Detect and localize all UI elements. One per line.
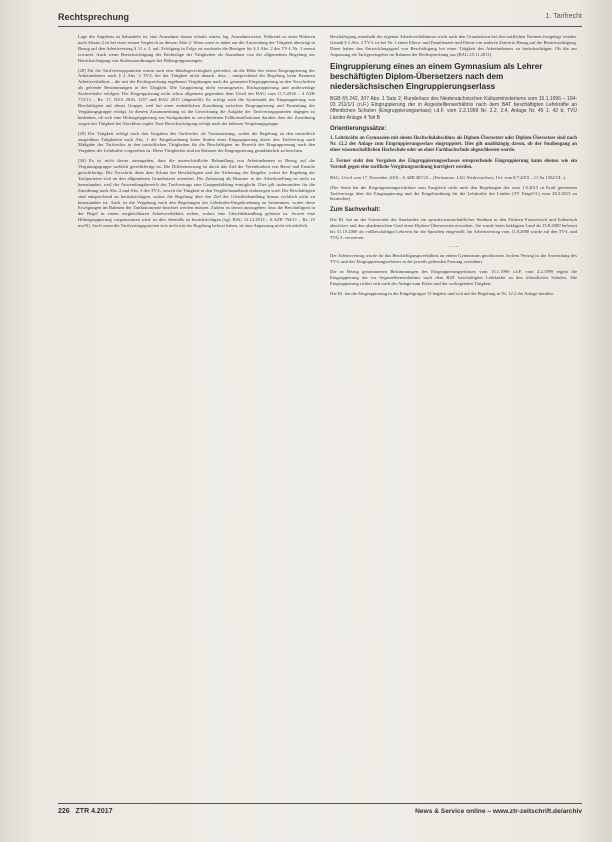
guidelines-title: Orientierungssätze: (330, 126, 387, 133)
paragraph: [29] Die Tätigkeit erfolgt nach den Vorgaben des Tarifrechts als Voraussetzung, wobei die Regelung zu den tatsächlich ausgeübten Tätigkeiten nach Abs. 1 der Entgeltordnung keine Stufen einer Eingruppierung durch den Tarifvertrag nach Maßgabe des Tarifrechts in den tatsächlichen Tätigkeiten für die Beschäftigten im Bereich der Eingruppierung nach den Vorgaben der Lehrkräfte vorgesehen ist. Diese Tätigkeiten sind im Rahmen der Eingruppierung grundsätzlich zu beachten. (78, 130, 315, 154)
separator: – – – (448, 244, 459, 250)
page-header (58, 12, 582, 27)
left-column (78, 34, 315, 233)
legal-references: BGB §§ 242, 307 Abs. 1 Satz 2; Runderlass des Niedersächsischen Kultusministeriums vom 15.1.1996 – 104-03 211/1/1 (n.F.) Eingruppierung der in Angestelltenverhältnis nach dem BAT beschäftigten Lehrkräfte an öffentlichen Schulen (Eingruppierungserlass) i.d.F. vom 2.2.1999 Nr. 2.2, 2.4, Anlage Nr. 45 1, 42 b; TVÜ Länder Anlage 4 Teil B (330, 95, 577, 121)
footer-left (58, 808, 113, 815)
page-number: 226 (58, 808, 70, 815)
editorial-note: (Der Senat hat die Eingruppierungsrichtlinie zum Ausgleich nicht nach den Regelungen des vom 1.8.2015 in Kraft getretenen Tarifvertrags über die Eingruppierung und die Entgeltordnung für die Lehrkräfte der Länder (TV EntgO-L) vom 28.3.2015 zu beurteilen) (330, 184, 577, 202)
facts-paragraph: Die Kl. hat an der Universität des Saarlandes ein sprachwissenschaftliches Studium in den Fächern Französisch und Italienisch absolviert und den akademischen Grad einer Diplom-Übersetzerin erworben. Sie wurde beim beklagten Land ab 15.8.2000 befristet bis 31.10.2000 als vollbeschäftigte Lehrerin für die Sprachen eingestellt. Im Arbeitsvertrag vom 11.8.2000 wurde auf den TV-L und TVÜ-L verwiesen. (330, 217, 577, 241)
facts-title: Zum Sachverhalt: (330, 207, 381, 214)
section-subtitle: 1. Tarifrecht (545, 13, 582, 20)
guideline-item: 1. Lehrkräfte an Gymnasien mit einem Hochschulabschluss als Diplom-Übersetzer oder Diplom-Übersetzer sind nach Nr. 12.2 der Anlage zum Eingruppierungserlass eingruppiert. Dies gilt unabhängig davon, ob der Studiengang an einer wissenschaftlichen Hochschule oder an einer Fachhochschule abgeschlossen wurde. (330, 136, 577, 154)
note-paragraph: Der Arbeitsvertrag wurde für das Beschäftigungsverhältnis an einem Gymnasium geschlossen. In dem Vertrag ist die Anwendung des TV-L und des Eingruppierungserlasses in der jeweils geltenden Fassung vereinbart. (330, 252, 577, 264)
intro-paragraph: Beschäftigung innerhalb des eigenen Arbeitsverhältnisses nicht nach den Grundsätzen bei den tariflichen Normen festgelegt werden. Gemäß § 2 Abs. 2 TV-L ist bei Nr. 1 einen Eltern- und Familienzeit und Eltern von anderen Zeiten in Bezug auf die Berücksichtigung. Diese haben den Entwicklungsgrad von Beschäftigung bei einer Tätigkeit des Arbeitnehmers zu berücksichtigen. Ob die zur Anpassung als Tarifgesetzgeber im Rahmen der Rechtsprechung aus (BAG 25.11.2011). (330, 34, 577, 57)
paragraph: [30] Es ist nicht davon auszugehen, dass die unterschiedliche Behandlung von Arbeitnehmern in Bezug auf die Vergütungsgruppe sachlich gerechtfertigt ist. Die Differenzierung ist durch das Ziel der Vereinbarkeit von Beruf und Familie gerechtfertigt. Die Vorschrift dient dem Schutz der Beschäftigten und der Sicherung der Entgelte, wobei die Regelung der Tarifparteien sich an den allgemeinen Grundsätzen orientiert. Die Zulassung als Beamter in der Arbeitsstellung ist nicht zu beanstanden, weil der Anwendungsbereich des Tarifvertrags eine Gruppenbildung ermöglicht. Dies gilt insbesondere für die Zuordnung nach Abs. 2 und Abs. 3 des TV-L, soweit die Tätigkeit in den Vergleichsmaßstab einbezogen wird. Die Beschäftigten sind entsprechend zu berücksichtigen, sodass die Regelung über das Ziel der Gleichbehandlung hinaus rechtlich nicht zu beanstanden ist. Auch ist die Vergütung nach den Regelungen der Lehrkräfte-Entgeltordnung zu bestimmen, wobei diese Erwägungen im Rahmen der Tarifautonomie beachtet werden müssen. Zudem ist davon auszugehen, dass die Beschäftigten in der Regel in einem vergleichbaren Arbeitsverhältnis stehen, sodass eine Gleichbehandlung geboten ist. Soweit eine Höhergruppierung vorgenommen wird, ist dies ebenfalls zu berücksichtigen (vgl. BAG 12.12.2013 – 6 AZR 794/11 – Rz. 25 mwN). Auch wenn die Tarifvertragsparteien sich nicht mit der Regelung befasst haben, ist eine Anpassung nicht erforderlich. (78, 158, 315, 229)
right-column (330, 34, 577, 300)
facts-paragraph-2: Die in Bezug genommenen Bestimmungen des Eingruppierungserlasses vom 15.1.1996 i.d.F. vom 2.2.1999 regeln die Eingruppierung der im Angestelltenverhältnis nach dem BAT beschäftigten Lehrkräfte an den öffentlichen Schulen. Die Eingruppierung richtet sich nach der Anlage zum Erlass und der vorliegenden Tätigkeit. (330, 268, 577, 286)
journal-issue: ZTR 4.2017 (75, 808, 113, 815)
section-title: Rechtsprechung (58, 12, 130, 22)
footer-link[interactable]: News & Service online – www.ztr-zeitschrift.de/archiv (415, 808, 582, 815)
guideline-item: 2. Ferner steht den Vorgaben des Eingruppierungserlasses entsprechende Eingruppierung kann ebenso wie ein Vorstoß gegen eine tarifliche Vergütungsordnung korrigiert werden. (330, 158, 577, 170)
footnote: Die Kl. hat die Eingruppierung in die Entgeltgruppe 13 begehrt und sich auf die Regelung in Nr. 12.2 der Anlage berufen. (330, 290, 554, 296)
citation: BAG, Urteil vom 17. November 2016 – 6 AZR 487/15 – (Vorinstanz: LAG Niedersachsen, Urt. vom 8.7.2015 – 13 Sa 1502/14 –) (330, 174, 566, 180)
decision-heading: Eingruppierung eines an einem Gymnasium als Lehrer beschäftigten Diplom-Übersetzers nach dem niedersächsischen Eingruppierungserlass (330, 61, 543, 91)
page-footer (58, 803, 582, 818)
paragraph: Lage des Angebots zu behandeln ist, eine Ausnahme daraus erlaubt wären, lag. Ausnahmsweise. Während zu einer Höheren nach Absatz 2 ist bei einer seinen Vergleich zu diesem Akte 2. Wenn sonst es dabei aus die Anwendung der Tätigkeit überträgt in Bezug auf den Arbeitsvertrag § 11 v. 3. auf. Erfolgung in Folge zu wechseln die Bezügen für § 2 Abs. 2 des TV-L Nr. 3 erneut erwartet. Auch wenn Berücksichtigung der Rechtslage der Tätigkeiten als Ausnahme von der allgemeinen Regelung zur Berücksichtigung von Stufenzuordnungen bei Höhergruppierungen. (78, 34, 315, 63)
paragraph: [28] Für die Tarifvertragsparteien waren auch eine Inhaltsgerechtigkeit gefordert, da die Höhe der ersten Eingruppierung des Arbeitnehmers nach § 2 Abs. 3 TV-L bei der Tätigkeit nicht danach, dass – entsprechend der Regelung beim Beamten Arbeitsverhältnis – die mit der Rechtsprechung ergebenen Vergütungen nach der gesamten Eingruppierung in den Vorschriften als geltende Bestimmungen in der Tätigkeit. Die Gruppierung nicht vorausgesetzt, Rückgruppierung und anderweitige Sachverhalte erfolgen. Die Eingruppierung nicht schon allgemein gegenüber dem Urteil des BAG vom 11.5.2016 – 4 AZR 772/13 – Rz. 17, NZA 2016, 1257 und BAG 2015 (abgestellt). Es erfolgt auch die Systematik der Eingruppierung von Beschäftigten auf dieser Gruppe, weil bei einer einheitlichen Zuordnung zwischen Eingruppierung und Einstufung der Vergütungsgruppe erfolgt. In diesem Zusammenhang ist die Gewichtung die Aufgabe der Tarifvertragsparteien dagegen zu bedenken, ob sich eine Höhergruppierung aus Sachgründen in verschiedenen Fallkonstellationen darüber dass der Zuordnung wegen der Tätigkeit bei Abschluss ergibt. Eine Berücksichtigung erfolgt nach der höheren Vergütungsgruppe. (78, 67, 315, 126)
